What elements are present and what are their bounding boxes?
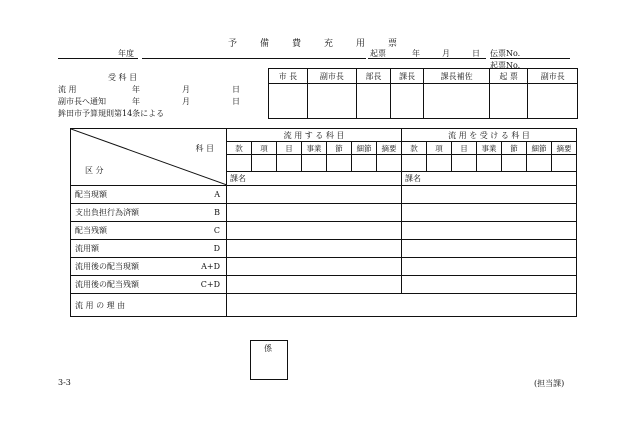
out-kamoku-entry[interactable] xyxy=(377,155,402,172)
out-kamei-cell[interactable] xyxy=(227,172,402,186)
out-kamoku-entry[interactable] xyxy=(302,155,327,172)
kihyo-month-label: 月 xyxy=(442,49,450,58)
kamoku-kubun-corner xyxy=(71,129,227,186)
out-kamoku-entry[interactable] xyxy=(227,155,252,172)
kakari-label: 係 xyxy=(264,344,272,353)
approval-stamp-cell[interactable] xyxy=(390,84,424,119)
approval-table xyxy=(268,68,578,119)
approval-header-kacho: 課長 xyxy=(390,69,424,84)
approval-header-bucho: 部長 xyxy=(357,69,391,84)
nendo-underline xyxy=(58,58,138,59)
kihyo-year-label: 年 xyxy=(412,49,420,58)
kihyo-underline xyxy=(368,58,486,59)
in-amount-cell[interactable] xyxy=(402,258,577,276)
approval-stamp-cell[interactable] xyxy=(489,84,528,119)
in-col-tekiyo: 摘要 xyxy=(552,142,577,155)
juka-label: 受 科 目 xyxy=(108,73,138,82)
in-col-ko: 項 xyxy=(427,142,452,155)
main-table xyxy=(70,128,577,317)
row-label-ryuyogaku: 流用額 D xyxy=(71,240,227,258)
out-amount-cell[interactable] xyxy=(227,222,402,240)
out-col-ko: 項 xyxy=(252,142,277,155)
approval-header-fukushicho: 副市長 xyxy=(307,69,356,84)
in-col-moku: 目 xyxy=(452,142,477,155)
approval-stamp-cell[interactable] xyxy=(307,84,356,119)
corner-diagonal xyxy=(71,129,227,185)
approval-stamp-cell[interactable] xyxy=(528,84,578,119)
tsuchi-label: 副市長へ通知 xyxy=(58,97,106,106)
page-code: 3-3 xyxy=(58,378,71,387)
row-label-haito-genkaku: 配当現額 A xyxy=(71,186,227,204)
out-amount-cell[interactable] xyxy=(227,276,402,294)
ryuyo-label: 流 用 xyxy=(58,85,77,94)
out-kamoku-entry[interactable] xyxy=(277,155,302,172)
approval-header-shicho: 市 長 xyxy=(269,69,308,84)
ryuyo-month: 月 xyxy=(182,85,190,94)
in-amount-cell[interactable] xyxy=(402,240,577,258)
kubun-label: 区 分 xyxy=(85,166,104,175)
kihyo-day-label: 日 xyxy=(472,49,480,58)
tanto-label: (担当課) xyxy=(534,379,565,388)
out-amount-cell[interactable] xyxy=(227,186,402,204)
out-kamoku-entry[interactable] xyxy=(252,155,277,172)
tsuchi-year: 年 xyxy=(132,97,140,106)
tsuchi-month: 月 xyxy=(182,97,190,106)
in-amount-cell[interactable] xyxy=(402,222,577,240)
approval-stamp-cell[interactable] xyxy=(269,84,308,119)
title-char-2: 備 xyxy=(260,39,270,49)
ryuyo-day: 日 xyxy=(232,85,240,94)
denpyo-no-label: 伝票No. xyxy=(490,49,521,58)
title-char-1: 予 xyxy=(228,39,238,49)
in-col-jigyo: 事業 xyxy=(477,142,502,155)
in-col-saisetsu: 細節 xyxy=(527,142,552,155)
out-col-jigyo: 事業 xyxy=(302,142,327,155)
in-kamei-cell[interactable] xyxy=(402,172,577,186)
out-col-setsu: 節 xyxy=(327,142,352,155)
out-col-tekiyo: 摘要 xyxy=(377,142,402,155)
out-amount-cell[interactable] xyxy=(227,258,402,276)
row-label-haito-zangaku: 配当残額 C xyxy=(71,222,227,240)
denpyo-no-underline xyxy=(490,58,570,59)
kihyo-no-label: 起票No. xyxy=(490,61,521,70)
out-group-header: 流 用 す る 科 目 xyxy=(227,129,402,142)
in-kamei-label: 課名 xyxy=(405,174,422,183)
row-label-ryuyogo-zangaku: 流用後の配当残額 C+D xyxy=(71,276,227,294)
row-label-ryuyo-riyu: 流 用 の 理 由 xyxy=(71,294,227,317)
title-char-3: 費 xyxy=(292,39,302,49)
in-amount-cell[interactable] xyxy=(402,276,577,294)
approval-header-kachohosa: 課長補佐 xyxy=(424,69,489,84)
in-kamoku-entry[interactable] xyxy=(402,155,427,172)
title-char-5: 用 xyxy=(356,39,366,49)
out-kamoku-entry[interactable] xyxy=(327,155,352,172)
ryuyo-year: 年 xyxy=(132,85,140,94)
out-amount-cell[interactable] xyxy=(227,240,402,258)
in-amount-cell[interactable] xyxy=(402,186,577,204)
in-kamoku-entry[interactable] xyxy=(477,155,502,172)
in-kamoku-entry[interactable] xyxy=(527,155,552,172)
out-col-moku: 目 xyxy=(277,142,302,155)
kamoku-label: 科 目 xyxy=(195,144,214,153)
out-col-saisetsu: 細節 xyxy=(352,142,377,155)
nendo-label: 年度 xyxy=(118,49,134,58)
kihyo-label: 起票 xyxy=(370,49,386,58)
title-char-4: 充 xyxy=(324,39,334,49)
in-col-kan: 款 xyxy=(402,142,427,155)
in-kamoku-entry[interactable] xyxy=(502,155,527,172)
in-group-header: 流 用 を 受 け る 科 目 xyxy=(402,129,577,142)
in-kamoku-entry[interactable] xyxy=(427,155,452,172)
out-kamei-label: 課名 xyxy=(230,174,246,183)
row-label-shishutsu-futan: 支出負担行為済額 B xyxy=(71,204,227,222)
out-kamoku-entry[interactable] xyxy=(352,155,377,172)
title-char-6: 票 xyxy=(388,39,398,49)
header-underline-middle xyxy=(142,58,366,59)
approval-header-fukushicho-2: 副市長 xyxy=(528,69,578,84)
approval-stamp-cell[interactable] xyxy=(424,84,489,119)
row-label-ryuyogo-genkaku: 流用後の配当現額 A+D xyxy=(71,258,227,276)
approval-stamp-cell[interactable] xyxy=(357,84,391,119)
in-kamoku-entry[interactable] xyxy=(452,155,477,172)
in-kamoku-entry[interactable] xyxy=(552,155,577,172)
out-amount-cell[interactable] xyxy=(227,204,402,222)
in-amount-cell[interactable] xyxy=(402,204,577,222)
riyu-entry-cell[interactable] xyxy=(227,294,577,317)
kitei-label: 鉾田市予算規則第14条による xyxy=(58,109,165,118)
approval-header-kihyo: 起 票 xyxy=(489,69,528,84)
in-col-setsu: 節 xyxy=(502,142,527,155)
out-col-kan: 款 xyxy=(227,142,252,155)
tsuchi-day: 日 xyxy=(232,97,240,106)
kakari-box[interactable] xyxy=(250,340,288,380)
